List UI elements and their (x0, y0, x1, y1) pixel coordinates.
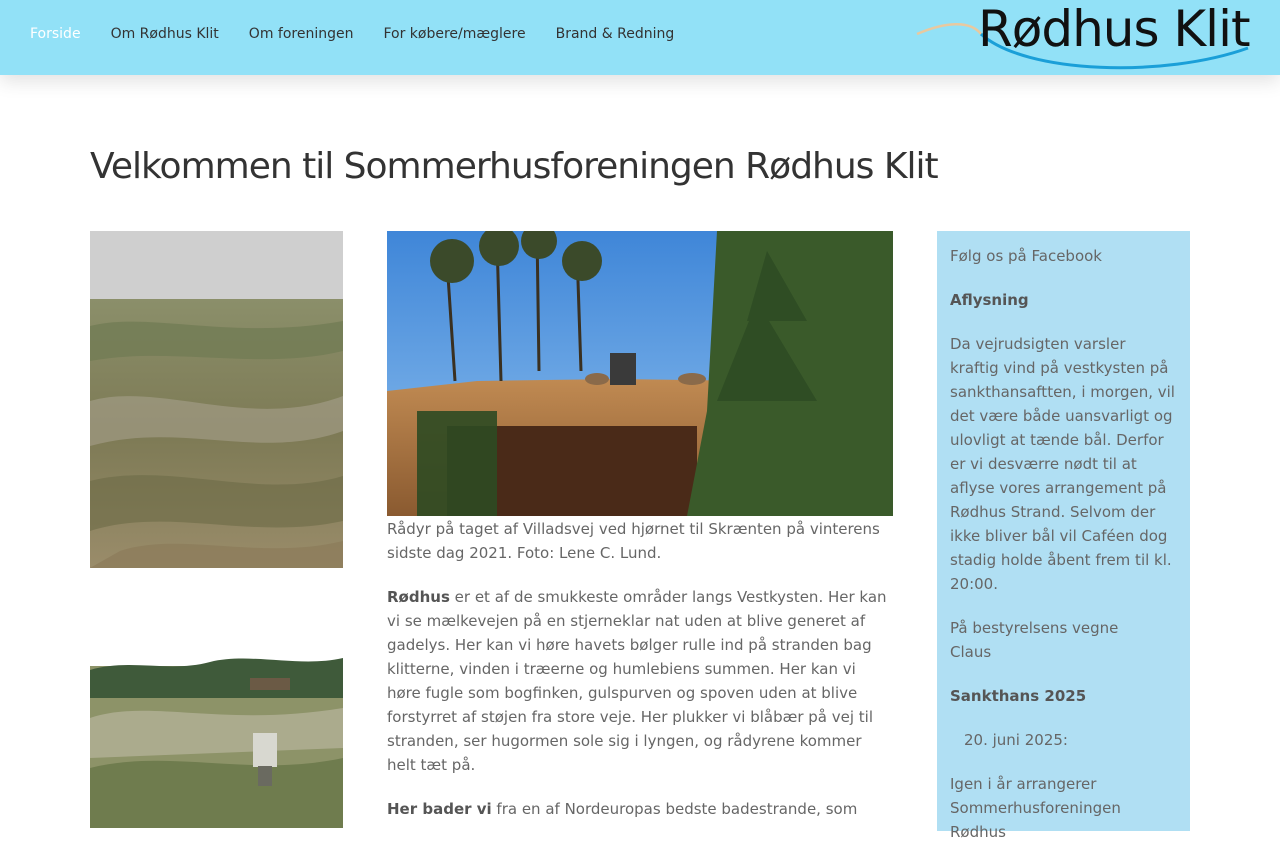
beach-text: fra en af Nordeuropas bedste badestrande, som (491, 800, 858, 818)
nav-item-forside[interactable]: Forside (30, 26, 81, 42)
heath-photo (90, 628, 343, 828)
news-heading-sankthans: Sankthans 2025 (950, 687, 1087, 705)
beach-paragraph (387, 797, 893, 821)
logo-text[interactable]: Rødhus Klit (978, 0, 1250, 58)
left-column (90, 231, 343, 828)
news-date: 20. juni 2025: (964, 731, 1068, 749)
nav-item-om-foreningen[interactable]: Om foreningen (248, 26, 354, 42)
intro-text: er et af de smukkeste områder langs Vestkysten. Her kan vi se mælkevejen på en stjerneklar nat uden at blive generet af gadelys. Her kan vi høre havets bølger rulle ind på stranden bag klitterne, vinden i træerne og humlebiens summen. Her kan vi høre fugle som bogfinken, gulspurven og spoven uden at blive forstyrret af støjen fra store veje. Her plukker vi blåbær på vej til stranden, ser hugormen sole sig i lyngen, og rådyrene kommer helt tæt på. (387, 588, 887, 774)
news-heading-cancellation: Aflysning (950, 291, 1029, 309)
nav-item-brand-redning[interactable]: Brand & Redning (555, 26, 675, 42)
nav-item-om-rodhus-klit[interactable]: Om Rødhus Klit (110, 26, 219, 42)
main-nav (30, 26, 704, 42)
top-bar (0, 0, 1280, 75)
signature-line-2: Claus (950, 643, 992, 661)
deer-on-roof-photo (387, 231, 893, 516)
facebook-link[interactable]: Følg os på Facebook (950, 247, 1102, 265)
intro-paragraph (387, 585, 893, 777)
photo-caption: Rådyr på taget af Villadsvej ved hjørnet til Skrænten på vinterens sidste dag 2021. Foto: Lene C. Lund. (387, 520, 880, 562)
signature-line-1: På bestyrelsens vegne (950, 619, 1119, 637)
main-column (387, 231, 893, 821)
news-signature (950, 616, 1177, 664)
news-text-cancellation: Da vejrudsigten varsler kraftig vind på vestkysten på sankthansaftten, i morgen, vil det være både uansvarligt og ulovligt at tænde bål. Derfor er vi desværre nødt til at aflyse vores arrangement på Rødhus Strand. Selvom der ikke bliver bål vil Caféen dog stadig holde åbent frem til kl. 20:00. (950, 335, 1175, 593)
dunes-photo (90, 231, 343, 568)
beach-bold-lead: Her bader vi (387, 800, 492, 818)
nav-item-for-kobere-maeglere[interactable]: For købere/mæglere (383, 26, 526, 42)
intro-bold-lead: Rødhus (387, 588, 450, 606)
sidebar-news (937, 231, 1190, 841)
page-title: Velkommen til Sommerhusforeningen Rødhus Klit (90, 146, 938, 187)
news-text-sankthans: Igen i år arrangerer Sommerhusforeningen Rødhus (950, 775, 1121, 841)
